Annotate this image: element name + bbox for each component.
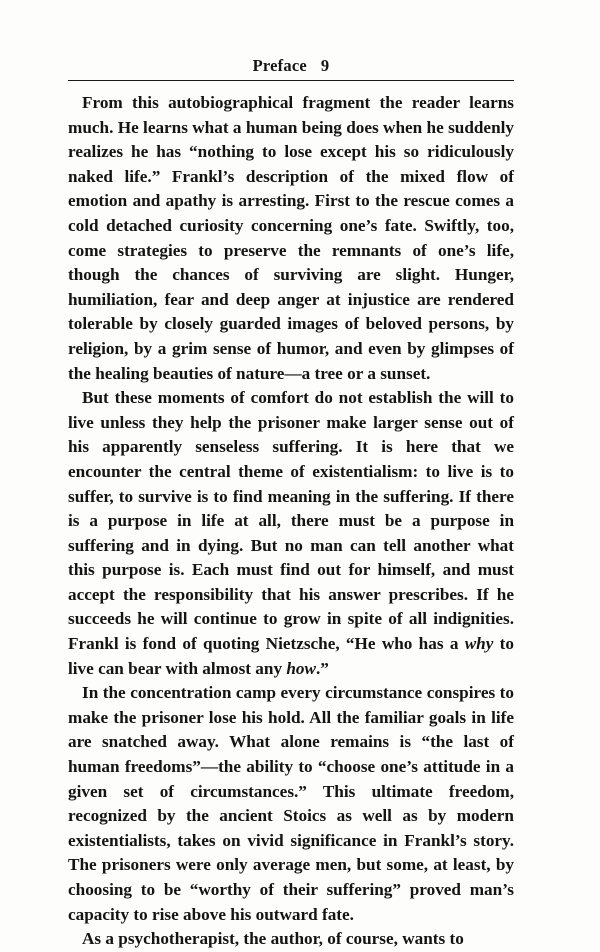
paragraph — [68, 681, 514, 927]
paragraph-text: to live can bear with almost any — [68, 634, 514, 678]
emphasis-why: why — [464, 634, 494, 654]
paragraph — [68, 927, 514, 952]
running-header-title: Preface — [252, 56, 307, 75]
body-text — [68, 91, 514, 952]
running-header — [68, 56, 514, 76]
paragraph-text: From this autobiographical fragment the reader learns much. He learns what a human being does when he suddenly realizes he has “nothing to lose except his so ridiculously naked life.” Frankl’s description of the mixed flow of emotion and apathy is arresting. First to the rescue comes a cold detached curiosity concerning one’s fate. Swiftly, too, come strategies to preserve the remnants of one’s life, though the chances of surviving are slight. Hunger, humiliation, fear and deep anger at injustice are rendered tolerable by closely guarded images of beloved persons, by religion, by a grim sense of humor, and even by glimpses of the healing beauties of nature—a tree or a sunset. — [68, 93, 514, 383]
header-rule — [68, 80, 514, 81]
paragraph — [68, 386, 514, 681]
paragraph-text: In the concentration camp every circumstance conspires to make the prisoner lose his hold. All the familiar goals in life are snatched away. What alone remains is “the last of human freedoms”—the ability to “choose one’s attitude in a given set of circumstances.” This ultimate freedom, recognized by the ancient Stoics as well as by modern existentialists, takes on vivid significance in Frankl’s story. The prisoners were only average men, but some, at least, by choosing to be “worthy of their suffering” proved man’s capacity to rise above his outward fate. — [68, 683, 514, 924]
paragraph — [68, 91, 514, 386]
emphasis-how: how — [286, 658, 316, 678]
page-number: 9 — [320, 56, 330, 75]
paragraph-text: .” — [315, 658, 329, 678]
paragraph-text: But these moments of comfort do not establish the will to live unless they help the prisoner make larger sense out of his apparently senseless suffering. It is here that we encounter the central theme of existentialism: to live is to suffer, to survive is to find meaning in the suffering. If there is a purpose in life at all, there must be a purpose in suffering and in dying. But no man can tell another what this purpose is. Each must find out for himself, and must accept the responsibility that his answer prescribes. If he succeeds he will continue to grow in spite of all indignities. Frankl is fond of quoting Nietzsche, “He who has a — [68, 388, 514, 654]
paragraph-text: As a psychotherapist, the author, of course, wants to — [82, 929, 464, 949]
